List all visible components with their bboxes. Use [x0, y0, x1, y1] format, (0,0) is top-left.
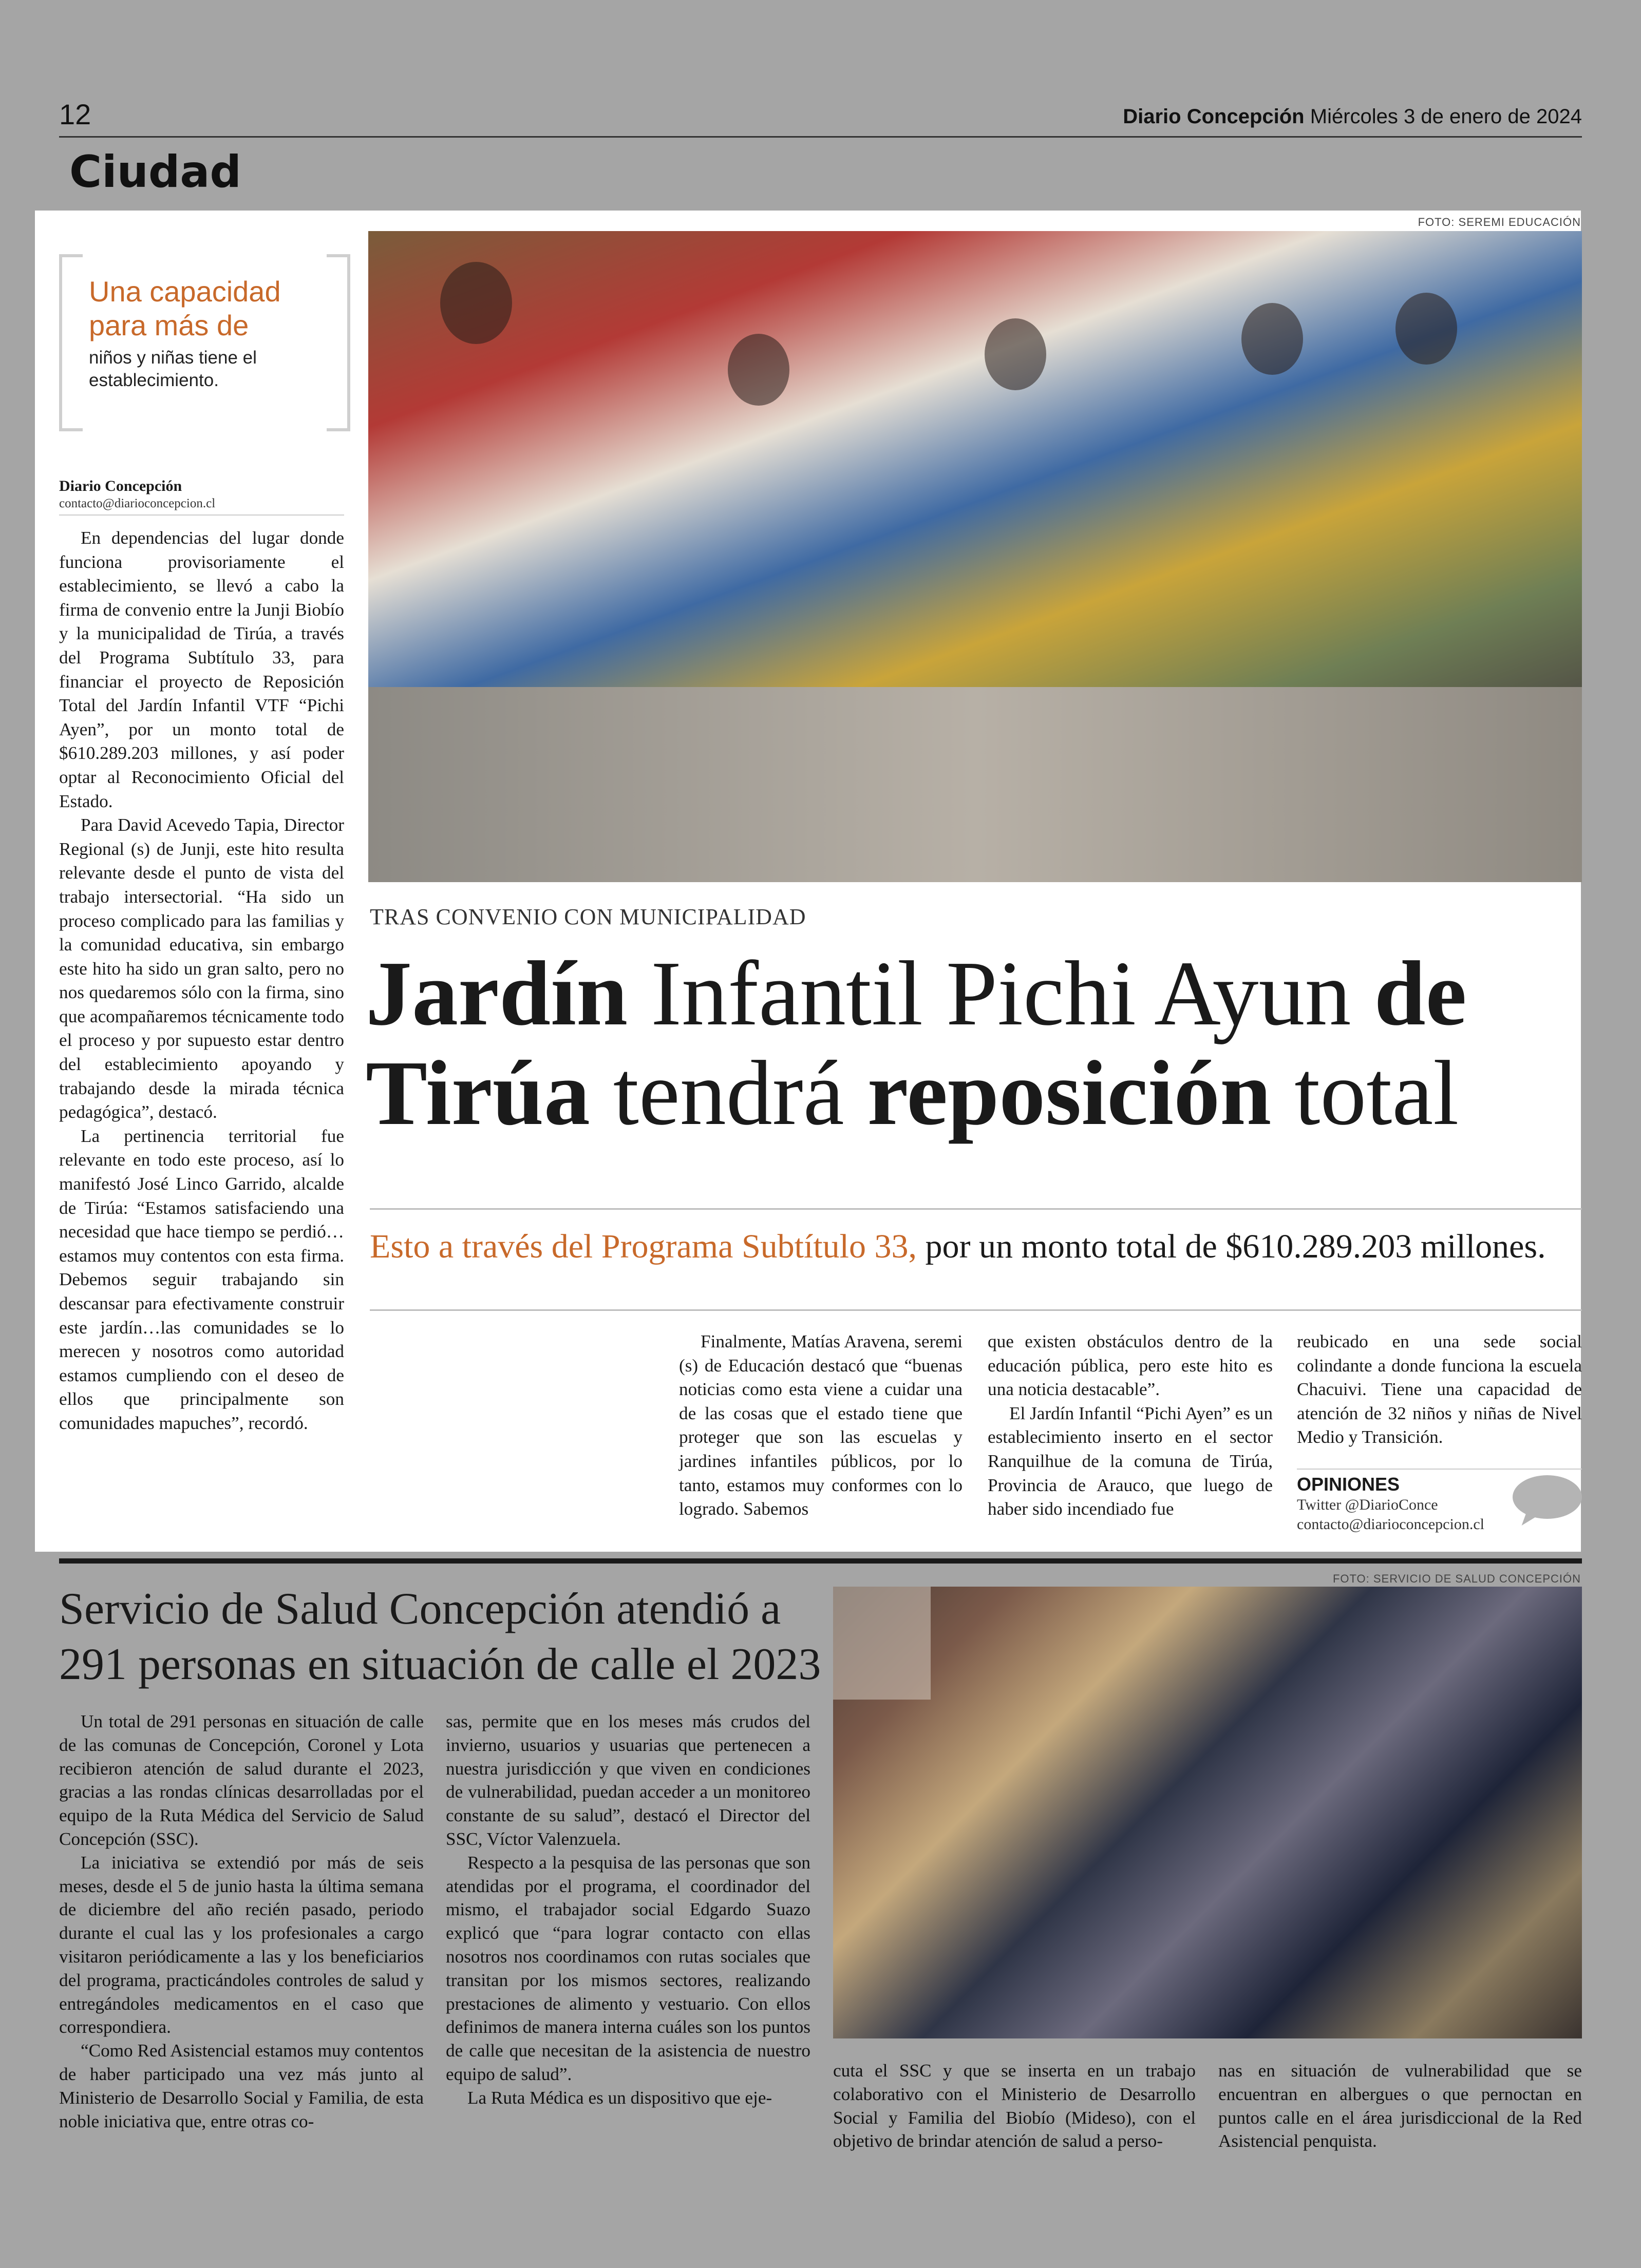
paragraph: reubicado en una sede social colindante a donde funciona la escuela Chacuivi. Tiene una capacidad de atención de 32 niños y niñas de Nivel Medio y Transición. — [1297, 1331, 1582, 1447]
article1-column-1 — [59, 526, 344, 1436]
byline-rule — [59, 514, 344, 516]
opinions-email[interactable]: contacto@diarioconcepcion.cl — [1297, 1516, 1484, 1533]
article1-column-2 — [679, 1330, 963, 1521]
paragraph: “Como Red Asistencial estamos muy contentos de haber participado una vez más junto al Ministerio de Desarrollo Social y Familia, de esta noble iniciativa que, entre otras co- — [59, 2041, 424, 2131]
opinions-twitter[interactable]: Twitter @DiarioConce — [1297, 1496, 1438, 1513]
deck-highlight: Esto a través del Programa Subtítulo 33, — [370, 1228, 917, 1265]
article1-column-3 — [988, 1330, 1273, 1521]
headline: Jardín Infantil Pichi Ayun de Tirúa tendrá reposición total — [366, 942, 1467, 1144]
newspaper-name: Diario Concepción — [1123, 105, 1305, 128]
issue-date: Miércoles 3 de enero de 2024 — [1310, 105, 1582, 128]
article1-column-4 — [1297, 1330, 1582, 1450]
article2-rule — [59, 1558, 1582, 1564]
deck-rule-top — [370, 1208, 1582, 1210]
deck: Esto a través del Programa Subtítulo 33, por un monto total de $610.289.203 millones. — [370, 1228, 1546, 1265]
byline: Diario Concepción — [59, 478, 182, 494]
paragraph: La iniciativa se extendió por más de seis meses, desde el 5 de junio hasta la última semana de diciembre del año recién pasado, periodo durante el cual las y los profesionales a cargo visitaron periódicamente a las y los beneficiarios del programa, practicándoles controles de salud y entregándoles medicamentos en el caso que correspondiera. — [59, 1852, 424, 2037]
article2-column-1 — [59, 1710, 424, 2133]
opinions-rule — [1297, 1469, 1582, 1470]
paragraph: La Ruta Médica es un dispositivo que eje- — [467, 2087, 772, 2108]
section-title: Ciudad — [69, 146, 241, 198]
kicker: TRAS CONVENIO CON MUNICIPALIDAD — [370, 904, 806, 929]
byline-email: contacto@diarioconcepcion.cl — [59, 497, 216, 510]
photo-credit-2: FOTO: SERVICIO DE SALUD CONCEPCIÓN — [1332, 1572, 1581, 1585]
paragraph: cuta el SSC y que se inserta en un trabajo colaborativo con el Ministerio de Desarrollo Social y Familia del Biobío (Mideso), con el objetivo de brindar atención de salud a perso- — [833, 2061, 1196, 2151]
opinions-box — [1297, 1474, 1484, 1534]
paragraph: Para David Acevedo Tapia, Director Regional (s) de Junji, este hito resulta relevante desde el punto de vista del trabajo intersectorial. “Ha sido un proceso complicado para las familias y la comunidad educativa, sin embargo este hito ha sido un gran salto, pero no nos quedaremos sólo con la firma, sino que acompañaremos técnicamente todo el proceso y por supuesto estar dentro del establecimiento apoyando y trabajando desde la mirada técnica pedagógica”, destacó. — [59, 815, 344, 1122]
masthead — [1123, 105, 1582, 128]
article2-photo — [833, 1587, 1582, 2038]
paragraph: La pertinencia territorial fue relevante en todo este proceso, así lo manifestó José Linco Garrido, alcalde de Tirúa: “Estamos satisfaciendo una necesidad que hace tiempo se perdió…estamos muy contentos con esta firma. Debemos seguir trabajando sin descansar para efectivamente construir este jardín…las comunidades se lo merecen y nosotros como autoridad estamos cumpliendo con el deseo de ellos que principalmente son comunidades mapuches”, recordó. — [59, 1126, 344, 1433]
paragraph: En dependencias del lugar donde funciona provisoriamente el establecimiento, se llevó a cabo la firma de convenio entre la Junji Biobío y la municipalidad de Tirúa, a través del Programa Subtítulo 33, para financiar el proyecto de Reposición Total del Jardín Infantil VTF “Pichi Ayen”, por un monto total de $610.289.203 millones, y así poder optar al Reconocimiento Oficial del Estado. — [59, 528, 344, 811]
article2-headline: Servicio de Salud Concepción atendió a 291 personas en situación de calle el 2023 — [59, 1584, 821, 1689]
header-rule — [59, 136, 1582, 138]
paragraph: sas, permite que en los meses más crudos del invierno, usuarios y usuarias que pertenecen a nuestra jurisdicción y que viven en condiciones de vulnerabilidad, puedan acceder a un monitoreo constante de su salud”, destacó el Director del SSC, Víctor Valenzuela. — [446, 1711, 810, 1849]
photo-credit: FOTO: SEREMI EDUCACIÓN — [1418, 216, 1581, 228]
article2-column-3 — [833, 2059, 1196, 2153]
pull-quote-box — [59, 254, 350, 431]
paragraph: El Jardín Infantil “Pichi Ayen” es un establecimiento inserto en el sector Ranquilhue de la comuna de Tirúa, Provincia de Arauco, que luego de haber sido incendiado fue — [988, 1403, 1273, 1519]
page-number: 12 — [59, 98, 91, 130]
article2-column-4 — [1218, 2059, 1582, 2153]
opinions-title: OPINIONES — [1297, 1474, 1400, 1495]
paragraph: Finalmente, Matías Aravena, seremi (s) de Educación destacó que “buenas noticias como esta viene a cuidar una de las cosas que el estado tiene que proteger que son las escuelas y jardines infantiles públicos, por lo tanto, estamos muy conformes con lo logrado. Sabemos — [679, 1331, 963, 1519]
deck-rule-bottom — [370, 1309, 1582, 1311]
paragraph: que existen obstáculos dentro de la educación pública, pero este hito es una noticia destacable”. — [988, 1331, 1273, 1400]
pull-quote-highlight: Una capacidad para más de — [89, 275, 281, 341]
article2-column-2 — [446, 1710, 810, 2110]
paragraph: nas en situación de vulnerabilidad que se encuentran en albergues o que pernoctan en puntos calle en el área jurisdiccional de la Red Asistencial penquista. — [1218, 2061, 1582, 2151]
article-photo — [368, 231, 1582, 882]
speech-bubble-icon — [1513, 1475, 1582, 1519]
pull-quote-text: niños y niñas tiene el establecimiento. — [89, 348, 257, 390]
paragraph: Respecto a la pesquisa de las personas que son atendidas por el programa, el coordinador del mismo, el trabajador social Edgardo Suazo explicó que “para lograr contacto con ellas nosotros nos coordinamos con rutas sociales que transitan por los mismos sectores, realizando prestaciones de alimento y vestuario. Con ellos definimos de manera interna cuáles son los puntos de calle que necesitan de la asistencia de nuestro equipo de salud”. — [446, 1852, 810, 2084]
paragraph: Un total de 291 personas en situación de calle de las comunas de Concepción, Coronel y Lota recibieron atención de salud durante el 2023, gracias a las rondas clínicas desarrolladas por el equipo de la Ruta Médica del Servicio de Salud Concepción (SSC). — [59, 1711, 424, 1849]
